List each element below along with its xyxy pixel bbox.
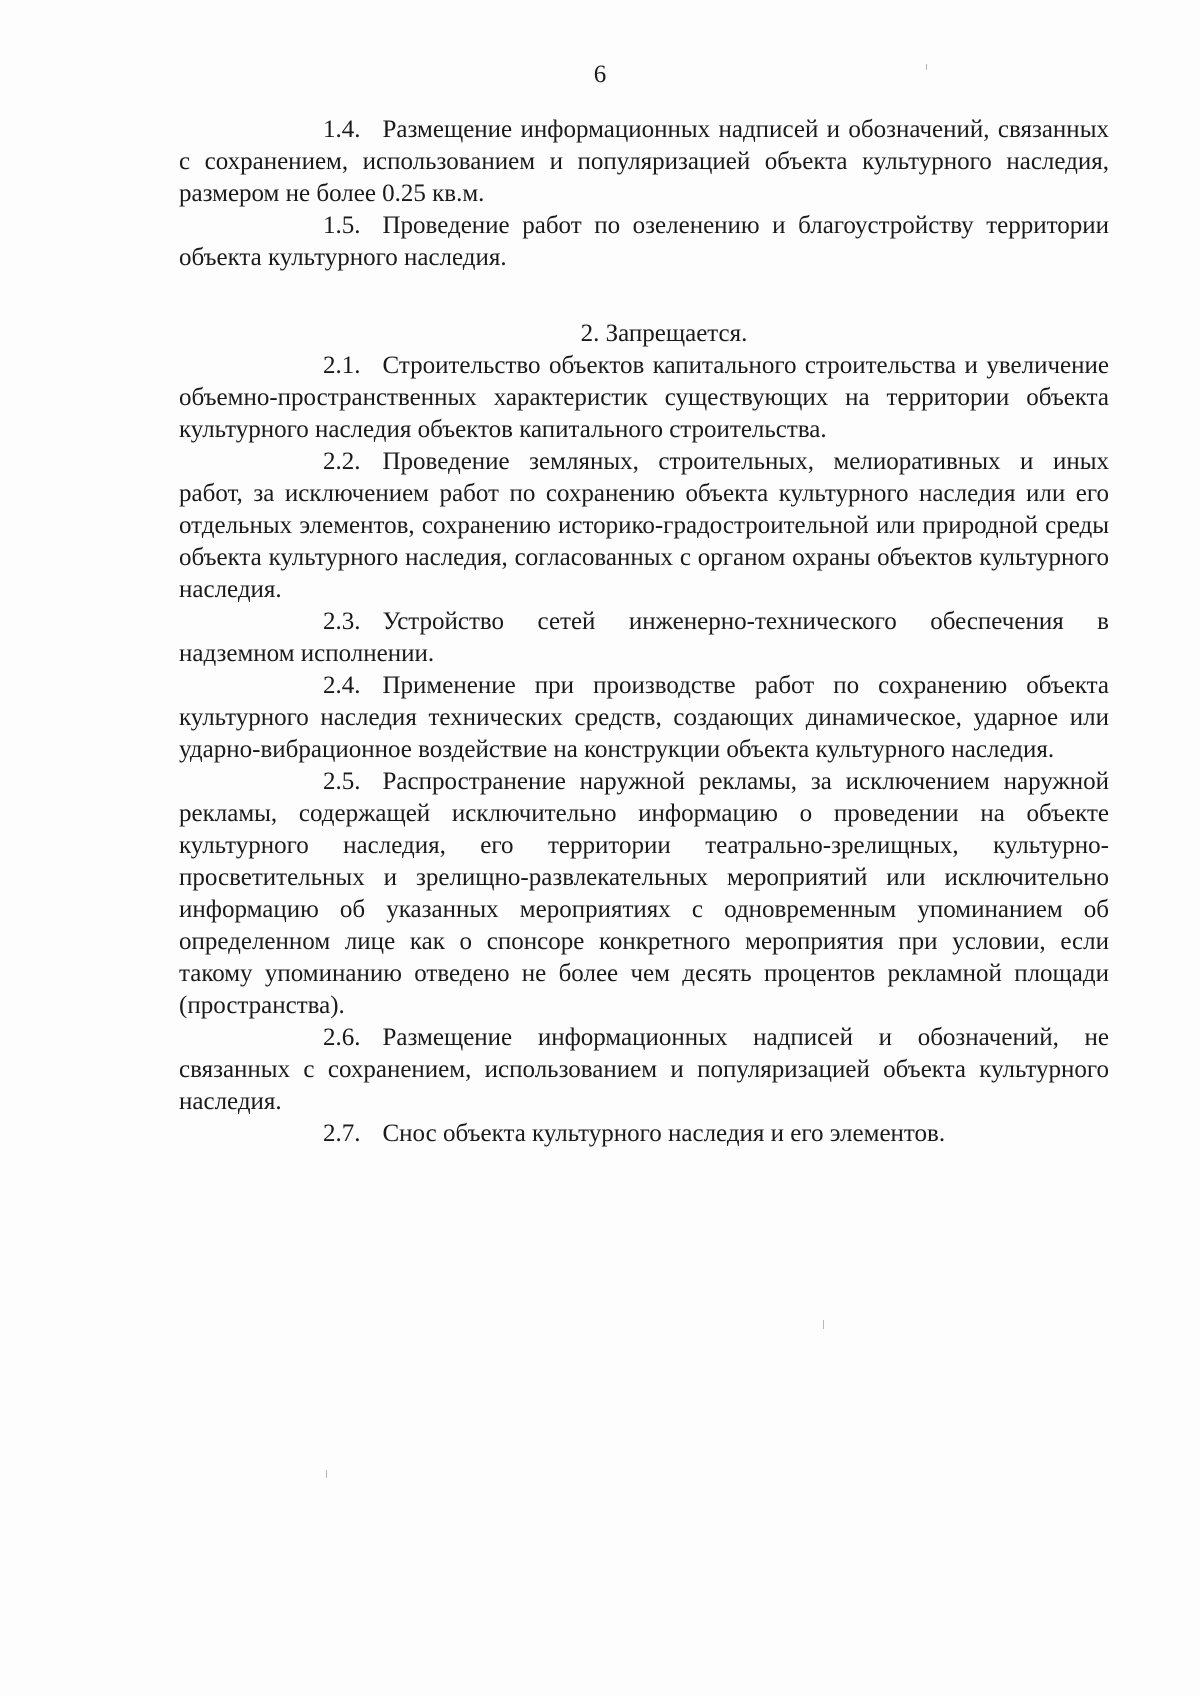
scan-speck [823, 1320, 824, 1329]
item-text: Проведение работ по озеленению и благоустройству территории объекта культурного наследия. [179, 212, 1109, 271]
item-number: 2.4. [323, 672, 361, 699]
scan-speck [326, 1470, 327, 1478]
list-item [179, 670, 1109, 766]
list-item [179, 1118, 1109, 1150]
item-text: Применение при производстве работ по сохранению объекта культурного наследия технических средств, создающих динамическое, ударное или ударно-вибрационное воздействие на конструкции объекта культурного наследия. [179, 672, 1109, 763]
item-number: 2.7. [323, 1120, 361, 1147]
scan-speck [926, 64, 927, 70]
section-heading: 2. Запрещается. [580, 320, 748, 347]
list-item [179, 1022, 1109, 1118]
item-text: Строительство объектов капитального строительства и увеличение объемно-пространственных характеристик существующих на территории объекта культурного наследия объектов капитального строительства. [179, 352, 1109, 443]
item-number: 2.5. [323, 768, 361, 795]
item-text: Проведение земляных, строительных, мелиоративных и иных работ, за исключением работ по сохранению объекта культурного наследия или его отдельных элементов, сохранению историко-градостроительной или природной среды объекта культурного наследия, согласованных с органом охраны объектов культурного наследия. [179, 448, 1109, 603]
item-number: 2.3. [323, 608, 361, 635]
item-text: Размещение информационных надписей и обозначений, связанных с сохранением, использованием и популяризацией объекта культурного наследия, размером не более 0.25 кв.м. [179, 116, 1109, 207]
list-item [179, 210, 1109, 274]
page-number: 6 [593, 61, 607, 88]
section-gap [179, 274, 1109, 318]
list-item [179, 114, 1109, 210]
list-item [179, 766, 1109, 1022]
section-1-continuation [179, 114, 1109, 1150]
list-item [179, 350, 1109, 446]
item-number: 2.2. [323, 448, 361, 475]
item-number: 2.6. [323, 1024, 361, 1051]
item-text: Устройство сетей инженерно-технического обеспечения в надземном исполнении. [179, 608, 1109, 667]
item-text: Размещение информационных надписей и обозначений, не связанных с сохранением, использованием и популяризацией объекта культурного наследия. [179, 1024, 1109, 1115]
item-text: Распространение наружной рекламы, за исключением наружной рекламы, содержащей исключительно информацию о проведении на объекте культурного наследия, его территории театрально-зрелищных, культурно-просветительных и зрелищно-развлекательных мероприятий или исключительно информацию об указанных мероприятиях с одновременным упоминанием об определенном лице как о спонсоре конкретного мероприятия при условии, если такому упоминанию отведено не более чем десять процентов рекламной площади (пространства). [179, 768, 1109, 1019]
item-number: 1.5. [323, 212, 361, 239]
list-item [179, 606, 1109, 670]
item-number: 2.1. [323, 352, 361, 379]
item-text: Снос объекта культурного наследия и его элементов. [382, 1120, 946, 1147]
list-item [179, 446, 1109, 606]
item-number: 1.4. [323, 116, 361, 143]
